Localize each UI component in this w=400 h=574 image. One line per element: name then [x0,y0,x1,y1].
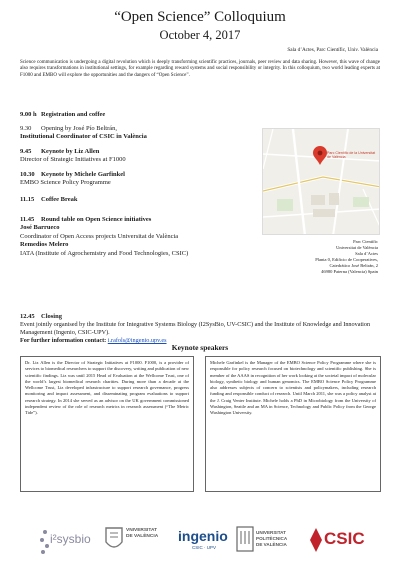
logo-text: UNIVERSITAT [256,530,286,535]
intro-paragraph: Science communication is undergoing a digital revolution which is deeply transforming scientific practices, journals, peer review and data sharing. However, this wave of change also requires transformations in institutional settings, for example regarding reward systems and social responsibility or integrity. In this colloquium, two world leading experts at F1000 and EMBO will explore the opportunities and the dangers of “Open Science”. [20,60,380,78]
logo-text: VNIVERSITAT [126,528,158,533]
upv-logo [236,520,306,560]
csic-logo [310,520,370,560]
contact-email-link[interactable]: i.rafols@ingenio.upv.es [107,337,167,344]
bio-michele-garfinkel: Michele Garfinkel is the Manager of the EMBO Science Policy Programme where she is responsible for policy research focused on biotechnology and scientific publishing. She is member of the AAAS in recognition of her work looking at the societal impact of molecular biology, synthetic biology and human genomics. The EMBO Science Policy Programme also addresses subjects of concern to scientists and policymakers, including research funding and responsible conduct of research. Until March 2011, she was a policy analyst at the J. Craig Venter Institute. Michele holds a PhD in Microbiology from the University of Washington, Seattle and an MA in Science, Technology and Public Policy from the George Washington University. [205,356,381,492]
keynote-speakers-heading: Keynote speakers [171,343,229,352]
uv-logo [104,520,168,560]
organizers-note: Event jointly organised by the Institute for Integrative Systems Biology (I2SysBio, UV-CSIC) and the Institute of Knowledge and Innovation Management (Ingenio, CSIC-UPV). [20,321,371,337]
logo-text: i²sysbio [50,532,91,546]
logo-text: DE VALÈNCIA [256,541,287,547]
logo-text: CSIC [324,529,365,548]
program-keynote-garfinkel [20,171,260,188]
time: 9.30 [20,125,32,132]
address-line: Universitat de València [336,245,378,251]
time: 11.45 [20,216,35,223]
item-title: Coffee Break [41,196,78,203]
item-subtitle: EMBO Science Policy Programme [20,179,111,187]
address-line: Sala d’Actes [355,251,378,257]
item-title: Keynote by Michele Garfinkel [41,171,125,178]
panelist-name: Remedios Melero [20,241,69,249]
program-registration [20,111,260,119]
time: 9.00 h [20,111,37,118]
item-title: Closing [41,313,62,320]
item-title: Opening by José Pío Beltrán, [41,125,118,132]
bio-liz-allen: Dr. Liz Allen is the Director of Strategic Initiatives at F1000. F1000, is a provider of services to biomedical researchers to support the discovery, writing and publication of new scientific findings. Liz was until 2015 Head of Evaluation at the Wellcome Trust, one of the world’s largest biomedical research charities. During more than a decade at the Wellcome Trust, Liz developed infrastructure to support research governance, progress monitoring and impact assessment, and disseminating program evaluations to support research strategy. In 2014 she served as an advisor on the UK government commissioned independent review of the role of research metrics in research assessment (“The Metric Tide”). [20,356,194,492]
item-subtitle: Director of Strategic Initiatives at F1000 [20,156,126,164]
i2sysbio-logo [38,520,98,560]
program-opening [20,125,260,142]
time: 12.45 [20,313,35,320]
logo-text: ingenio [178,528,228,544]
panelist-role: IATA (Institute of Agrochemistry and Food Technologies, CSIC) [20,249,189,257]
item-title: Registration and coffee [41,111,106,118]
program-coffee-break [20,196,260,204]
venue: Sala d’Actes, Parc Científic, Univ. València [287,47,378,53]
map-graphic [263,129,380,235]
program-closing [20,313,385,345]
logo-text: DE VALÈNCIA [126,533,159,539]
program-round-table [20,216,260,258]
logo-text: CSIC · UPV [192,545,217,550]
program-keynote-allen [20,148,260,165]
item-title: Round table on Open Science initiatives [41,216,152,223]
time: 11.15 [20,196,35,203]
event-date: October 4, 2017 [159,28,241,42]
location-map[interactable] [262,128,380,235]
address-line: Parc Científic [353,239,378,244]
page-title: “Open Science” Colloquium [114,9,286,25]
ingenio-logo [172,520,232,560]
logo-text: POLITÈCNICA [256,535,288,541]
address-line: 46980 Paterna (Valencia) Spain [321,269,378,275]
map-marker-label: Parc Científic de la Universitat de València [327,151,376,160]
contact-label: For further information contact: [20,337,107,344]
sponsor-logos [0,520,400,560]
time: 10.30 [20,171,35,178]
panelist-role: Coordinator of Open Access projects Universitat de València [20,232,179,240]
venue-address [248,239,378,276]
panelist-name: José Barrueco [20,224,60,232]
time: 9.45 [20,148,32,155]
address-line: Catedrático José Beltrán, 2 [329,263,378,269]
address-line: Planta 0, Edificio de Cooperatives, [315,257,378,263]
item-title: Keynote by Liz Allen [41,148,100,155]
item-subtitle: Institutional Coordinator of CSIC in València [20,133,147,141]
